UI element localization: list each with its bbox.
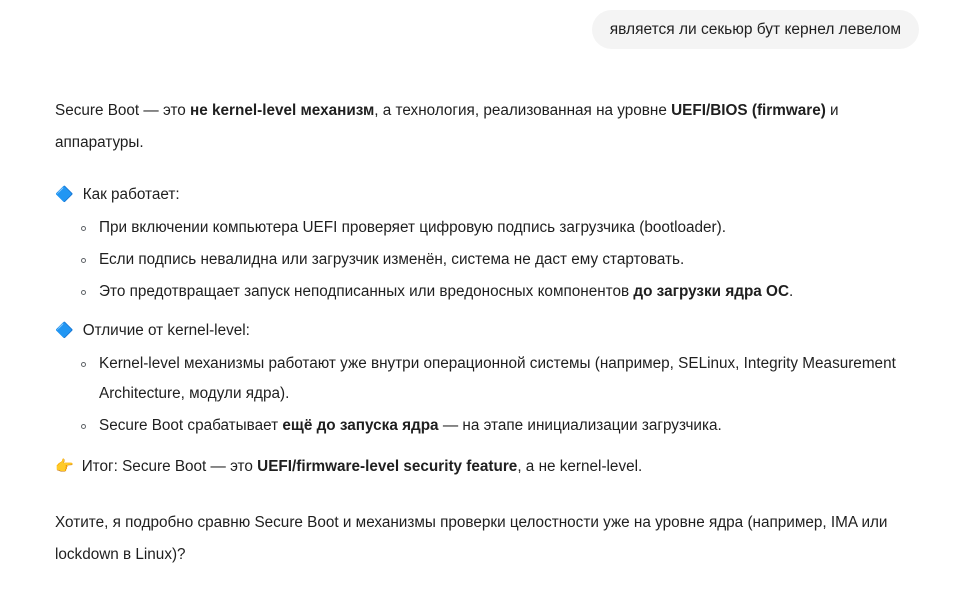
conclusion-text-1: Итог: Secure Boot — это — [81, 458, 258, 475]
list-item — [77, 349, 919, 409]
list-item — [77, 245, 919, 275]
conclusion-bold: UEFI/firmware-level security feature — [257, 458, 518, 475]
list-item-text-1: Если подпись невалидна или загрузчик изменён, система не даст ему стартовать. — [99, 251, 685, 268]
blue-diamond-icon: 🔷 — [55, 186, 74, 203]
list-item-bold: до загрузки ядра ОС — [633, 283, 790, 300]
list-item-text-2: . — [789, 283, 794, 300]
user-message-row — [0, 0, 979, 49]
conclusion-text — [82, 453, 643, 481]
conclusion-text-2: , а не kernel-level. — [517, 458, 643, 475]
section-heading-how-it-works — [55, 181, 919, 209]
blue-diamond-icon: 🔷 — [55, 322, 74, 339]
bullet-list-difference — [55, 349, 919, 441]
list-item-text-2: — на этапе инициализации загрузчика. — [438, 417, 722, 434]
list-item-text-1: При включении компьютера UEFI проверяет цифровую подпись загрузчика (bootloader). — [99, 219, 726, 236]
intro-text-2: , а технология, реализованная на уровне — [374, 102, 672, 119]
list-item-text-1: Это предотвращает запуск неподписанных или вредоносных компонентов — [99, 283, 634, 300]
bullet-list-how-it-works — [55, 213, 919, 307]
section-heading-difference — [55, 317, 919, 345]
user-message-bubble[interactable]: является ли секьюр бут кернел левелом — [592, 10, 919, 49]
intro-text-1: Secure Boot — это — [55, 102, 191, 119]
list-item — [77, 411, 919, 441]
list-item-text-1: Kernel-level механизмы работают уже внутри операционной системы (например, SELinux, Integrity Measurement Architecture, модули ядра). — [99, 355, 896, 402]
intro-paragraph — [55, 95, 919, 159]
intro-bold-2: UEFI/BIOS (firmware) — [671, 102, 826, 119]
intro-text-3: и аппаратуры. — [55, 102, 839, 151]
assistant-message — [0, 49, 979, 571]
section-heading-label: Как работает: — [82, 186, 180, 203]
closing-question: Хотите, я подробно сравню Secure Boot и механизмы проверки целостности уже на уровне ядра (например, IMA или lockdown в Linux)? — [55, 514, 888, 563]
list-item-bold: ещё до запуска ядра — [282, 417, 439, 434]
list-item — [77, 277, 919, 307]
list-item — [77, 213, 919, 243]
intro-bold-1: не kernel-level механизм — [190, 102, 375, 119]
conclusion-row — [55, 453, 919, 481]
pointing-hand-icon: 👉 — [55, 458, 74, 475]
section-heading-label: Отличие от kernel-level: — [82, 322, 250, 339]
list-item-text-1: Secure Boot срабатывает — [99, 417, 283, 434]
